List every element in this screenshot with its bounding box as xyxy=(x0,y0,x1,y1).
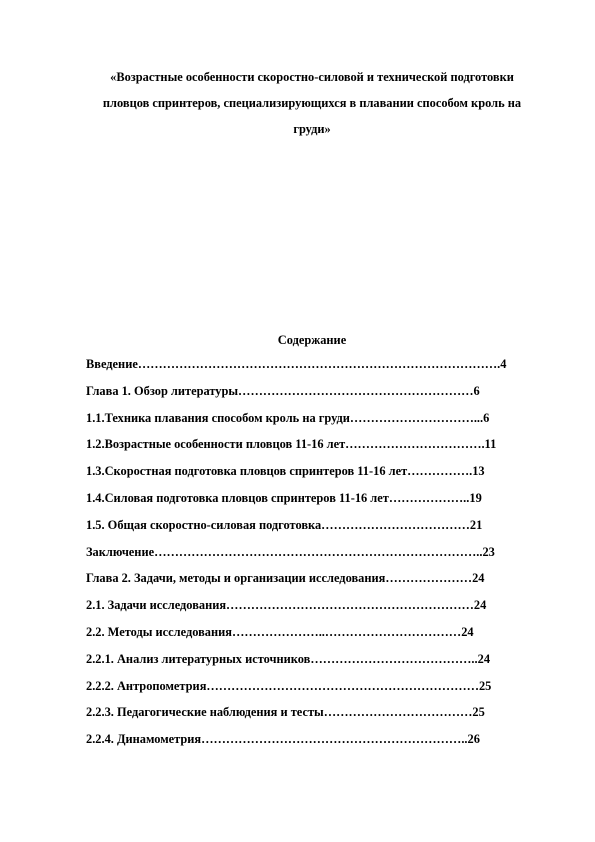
toc-entry-1-2: 1.2.Возрастные особенности пловцов 11-16 лет…………………………….11 xyxy=(86,437,497,452)
toc-entry-conclusion: Заключение……………………………………………………………………..23 xyxy=(86,544,495,559)
toc-entry-2-2-1: 2.2.1. Анализ литературных источников…………………………………..24 xyxy=(86,651,491,666)
toc-entry-2-2-3: 2.2.3. Педагогические наблюдения и тесты………………………………25 xyxy=(86,705,485,720)
toc-entry-chapter-2: Глава 2. Задачи, методы и организации исследования…………………24 xyxy=(86,571,485,586)
toc-entry-2-2-4: 2.2.4. Динамометрия………………………………………………………..26 xyxy=(86,732,480,747)
toc-entry-introduction: Введение…………………………………………………………………………….4 xyxy=(86,357,507,371)
document-title: «Возрастные особенности скоростно-силовой и технической подготовки пловцов спринтеров, специализирующихся в плавании способом кроль на груди» xyxy=(102,70,522,136)
toc-entry-1-3: 1.3.Скоростная подготовка пловцов спринтеров 11-16 лет…………….13 xyxy=(86,464,485,479)
toc-entry-chapter-1: Глава 1. Обзор литературы…………………………………………………6 xyxy=(86,383,480,398)
toc-entry-1-4: 1.4.Силовая подготовка пловцов спринтеров 11-16 лет………………..19 xyxy=(86,490,482,505)
toc-entry-1-1: 1.1.Техника плавания способом кроль на груди…………………………...6 xyxy=(86,410,490,425)
toc-entry-2-1: 2.1. Задачи исследования……………………………………………………24 xyxy=(86,598,487,613)
toc-entry-2-2-2: 2.2.2. Антропометрия…………………………………………………………25 xyxy=(86,678,492,693)
toc-entry-1-5: 1.5. Общая скоростно-силовая подготовка………………………………21 xyxy=(86,517,483,532)
table-of-contents xyxy=(86,354,566,756)
toc-entry-2-2: 2.2. Методы исследования…………………..……………………………24 xyxy=(86,624,474,639)
toc-heading: Содержание xyxy=(277,333,347,347)
